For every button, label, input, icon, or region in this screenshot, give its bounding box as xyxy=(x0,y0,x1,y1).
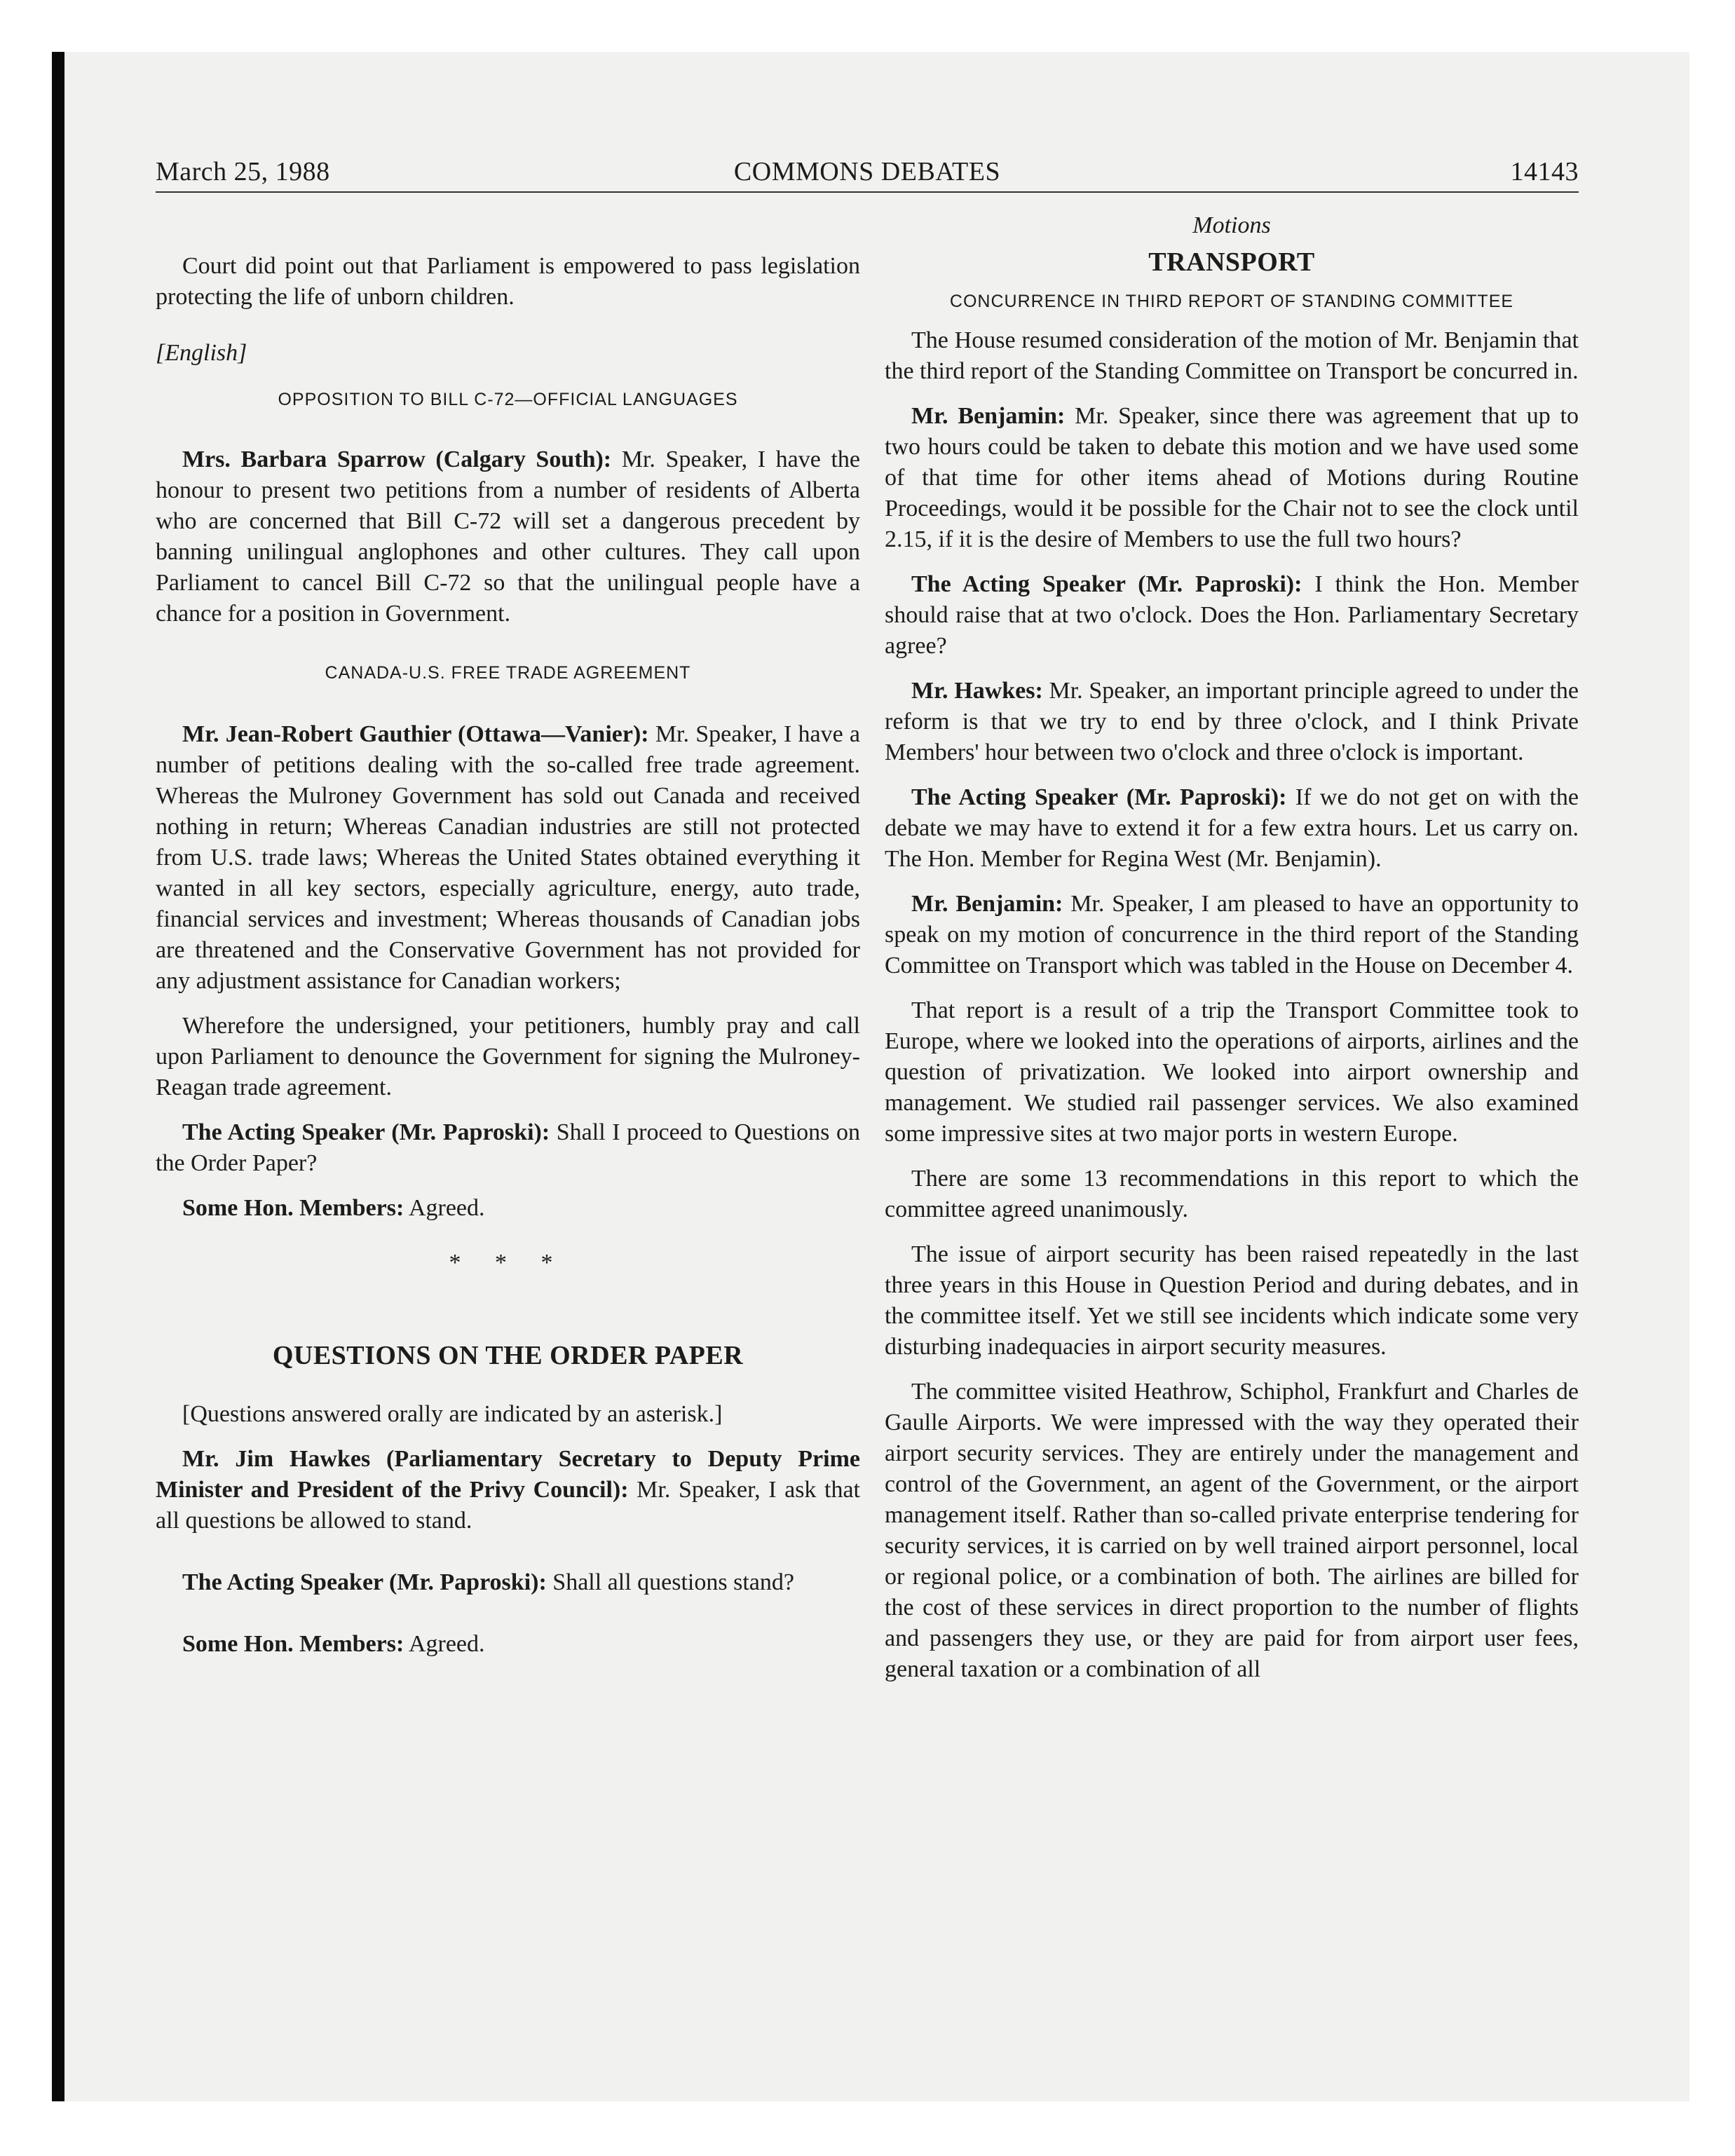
paragraph: The Acting Speaker (Mr. Paproski): Shall I proceed to Questions on the Order Paper? xyxy=(156,1119,860,1176)
paragraph: That report is a result of a trip the Transport Committee took to Europe, where we looked into the operations of airports, airlines and the question of privatization. We looked into airport ownership and management. We studied rail passenger services. We also examined some impressive sites at two major ports in western Europe. xyxy=(885,997,1579,1147)
paragraph: The Acting Speaker (Mr. Paproski): I think the Hon. Member should raise that at two o'clock. Does the Hon. Parliamentary Secretary agree? xyxy=(885,571,1579,659)
speaker-name: The Acting Speaker (Mr. Paproski): xyxy=(911,571,1302,597)
paragraph: Mr. Jim Hawkes (Parliamentary Secretary to Deputy Prime Minister and President of the Privy Council): Mr. Speaker, I ask that all questions be allowed to stand. xyxy=(156,1446,861,1534)
speaker-name: Some Hon. Members: xyxy=(182,1195,404,1221)
paragraph: There are some 13 recommendations in this report to which the committee agreed unanimously. xyxy=(885,1166,1579,1222)
speaker-name: The Acting Speaker (Mr. Paproski): xyxy=(182,1569,547,1595)
paragraph: Mr. Benjamin: Mr. Speaker, since there was agreement that up to two hours could be taken to debate this motion and we have used some of that time for other items ahead of Motions during Routine Proceedings, would it be possible for the Chair not to see the clock until 2.15, if it is the desire of Members to use the full two hours? xyxy=(885,403,1579,552)
section-separator: * * * xyxy=(449,1250,567,1276)
paragraph: The Acting Speaker (Mr. Paproski): Shall all questions stand? xyxy=(182,1569,794,1595)
paragraph: Mr. Benjamin: Mr. Speaker, I am pleased to have an opportunity to speak on my motion of concurrence in the third report of the Standing Committee on Transport which was tabled in the House on December 4. xyxy=(885,891,1579,978)
scan-edge xyxy=(52,52,64,2101)
paragraph: [Questions answered orally are indicated by an asterisk.] xyxy=(182,1401,723,1427)
speaker-name: Mrs. Barbara Sparrow (Calgary South): xyxy=(182,446,612,472)
section-heading: QUESTIONS ON THE ORDER PAPER xyxy=(272,1341,744,1370)
paragraph: The committee visited Heathrow, Schiphol, Frankfurt and Charles de Gaulle Airports. We were impressed with the way they operated their airport security services. They are entirely under the management and control of the Government, an agent of the Government, or the airport management itself. Rather than so-called private enterprise tendering for security services, it is carried on by well trained airport personnel, local or regional police, or a combination of both. The airlines are billed for the cost of these services in direct proportion to the number of flights and passengers they use, or they are paid for from airport user fees, general taxation or a combination of all xyxy=(885,1379,1579,1682)
section-heading: CANADA-U.S. FREE TRADE AGREEMENT xyxy=(325,663,691,683)
speaker-name: The Acting Speaker (Mr. Paproski): xyxy=(911,784,1287,810)
speaker-name: Mr. Hawkes: xyxy=(911,678,1043,704)
right-column xyxy=(885,210,1579,1685)
paragraph: Some Hon. Members: Agreed. xyxy=(182,1195,485,1221)
header-date: March 25, 1988 xyxy=(156,157,330,186)
speaker-name: The Acting Speaker (Mr. Paproski): xyxy=(182,1119,550,1145)
section-label: Motions xyxy=(1192,212,1271,238)
paragraph: Mrs. Barbara Sparrow (Calgary South): Mr. Speaker, I have the honour to present two petitions from a number of residents of Alberta who are concerned that Bill C-72 will set a dangerous precedent by banning unilingual anglophones and other cultures. They call upon Parliament to cancel Bill C-72 so that the unilingual people have a chance for a position in Government. xyxy=(156,446,860,627)
paragraph: Mr. Jean-Robert Gauthier (Ottawa—Vanier): Mr. Speaker, I have a number of petitions dealing with the so-called free trade agreement. Whereas the Mulroney Government has sold out Canada and received nothing in return; Whereas Canadian industries are still not protected from U.S. trade laws; Whereas the United States obtained everything it wanted in all key sectors, especially agriculture, energy, auto trade, financial services and investment; Whereas thousands of Canadian jobs are threatened and the Conservative Government has not provided for any adjustment assistance for Canadian workers; xyxy=(156,721,861,994)
header-page-number: 14143 xyxy=(1510,157,1579,186)
language-tag: [English] xyxy=(156,340,247,366)
left-column xyxy=(156,210,860,1660)
speaker-name: Mr. Benjamin: xyxy=(911,403,1066,429)
paragraph: The issue of airport security has been raised repeatedly in the last three years in this House in Question Period and during debates, and in the committee itself. Yet we still see incidents which indicate some very disturbing inadequacies in airport security measures. xyxy=(885,1241,1579,1360)
speaker-name: Mr. Jim Hawkes (Parliamentary Secretary to Deputy Prime Minister and President of the Privy Council): xyxy=(156,1446,860,1503)
page-header xyxy=(156,151,1579,193)
section-heading: TRANSPORT xyxy=(1148,247,1315,277)
section-heading: OPPOSITION TO BILL C-72—OFFICIAL LANGUAGES xyxy=(278,390,738,409)
sub-heading: CONCURRENCE IN THIRD REPORT OF STANDING COMMITTEE xyxy=(949,292,1514,311)
paragraph: The House resumed consideration of the motion of Mr. Benjamin that the third report of the Standing Committee on Transport be concurred in. xyxy=(885,327,1579,384)
paragraph: Some Hon. Members: Agreed. xyxy=(182,1631,485,1657)
paragraph: Wherefore the undersigned, your petitioners, humbly pray and call upon Parliament to denounce the Government for signing the Mulroney-Reagan trade agreement. xyxy=(156,1013,860,1100)
speaker-name: Mr. Benjamin: xyxy=(911,891,1063,917)
speaker-name: Mr. Jean-Robert Gauthier (Ottawa—Vanier): xyxy=(182,721,649,747)
paragraph: The Acting Speaker (Mr. Paproski): If we do not get on with the debate we may have to extend it for a few extra hours. Let us carry on. The Hon. Member for Regina West (Mr. Benjamin). xyxy=(885,784,1579,872)
header-title: COMMONS DEBATES xyxy=(733,157,1001,186)
speaker-name: Some Hon. Members: xyxy=(182,1631,404,1657)
paragraph: Mr. Hawkes: Mr. Speaker, an important principle agreed to under the reform is that we try to end by three o'clock, and I think Private Members' hour between two o'clock and three o'clock is important. xyxy=(885,678,1579,765)
paragraph: Court did point out that Parliament is empowered to pass legislation protecting the life of unborn children. xyxy=(156,253,860,310)
